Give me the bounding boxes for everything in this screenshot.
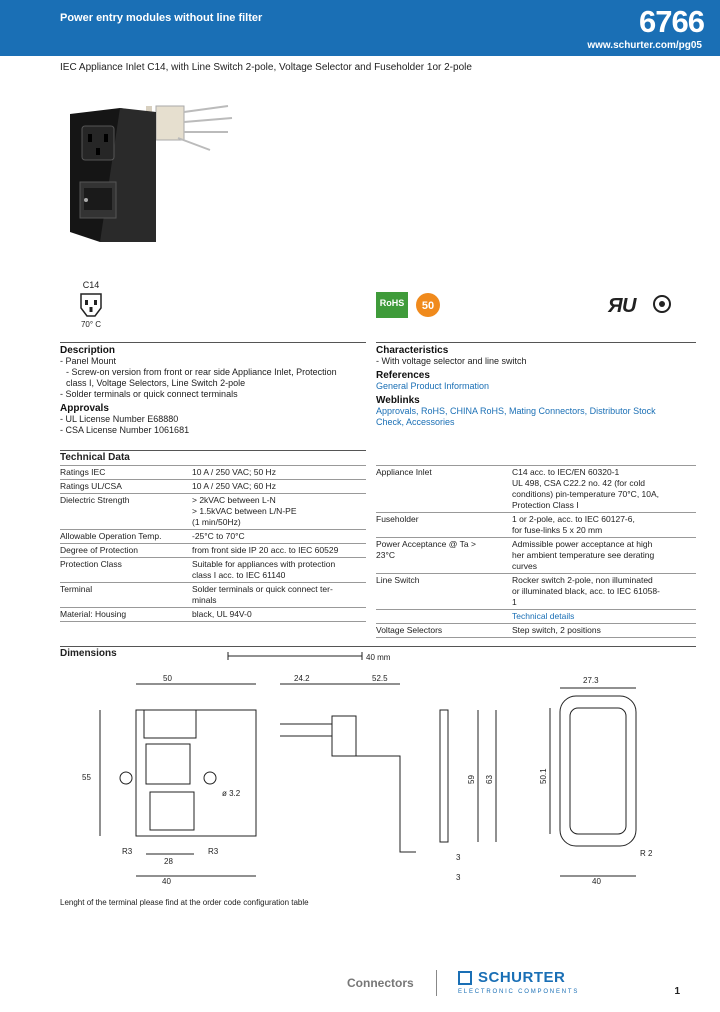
tech-row — [60, 558, 366, 583]
csa-icon — [654, 296, 670, 312]
tech-key: Protection Class — [60, 558, 192, 583]
schurter-logo-icon — [458, 971, 472, 985]
fifty-year-badge — [416, 293, 440, 317]
dim-r3a: R3 — [122, 847, 133, 856]
c14-symbol — [66, 280, 116, 329]
technical-data-table-right — [376, 465, 696, 638]
c14-connector-icon — [77, 292, 105, 318]
description-section — [60, 342, 366, 436]
tech-value: 10 A / 250 VAC; 50 Hz — [192, 466, 366, 480]
svg-text:U: U — [622, 295, 637, 317]
tech-row — [60, 530, 366, 544]
tech-key: Terminal — [60, 583, 192, 608]
dim-52-5: 52.5 — [372, 674, 388, 683]
dim-50-1: 50.1 — [539, 768, 548, 784]
svg-text:Я: Я — [608, 295, 623, 317]
dim-40b: 40 — [592, 877, 601, 886]
brand-name: SCHURTER — [478, 969, 566, 986]
product-subtitle: IEC Appliance Inlet C14, with Line Switch 2-pole, Voltage Selector and Fuseholder 1or 2-pole — [60, 62, 472, 73]
tech-key — [376, 610, 512, 624]
dim-55: 55 — [82, 773, 91, 782]
tech-key: Power Acceptance @ Ta > 23°C — [376, 538, 512, 574]
tech-value: Step switch, 2 positions — [512, 624, 696, 638]
characteristic-item: - With voltage selector and line switch — [376, 356, 527, 366]
general-product-info-link[interactable]: General Product Information — [376, 381, 490, 391]
dim-r2: R 2 — [640, 849, 653, 858]
tech-value: 10 A / 250 VAC; 60 Hz — [192, 480, 366, 494]
rohs-badge — [376, 292, 408, 318]
description-item: - Screw-on version from front or rear side Appliance Inlet, Protection — [66, 367, 337, 377]
tech-key: Allowable Operation Temp. — [60, 530, 192, 544]
product-category: Power entry modules without line filter — [60, 12, 263, 24]
tech-value: C14 acc. to IEC/EN 60320-1 UL 498, CSA C22.2 no. 42 (for cold conditions) pin-temperature 70°C, 10A, Protection Class I — [512, 466, 696, 513]
dim-50: 50 — [163, 674, 172, 683]
rohs-text: RoHS — [379, 298, 405, 308]
tech-row — [376, 538, 696, 574]
brand-tagline: ELECTRONIC COMPONENTS — [458, 989, 580, 995]
footer-section-label: Connectors — [347, 976, 414, 990]
description-title: Description — [60, 345, 116, 356]
tech-row — [60, 544, 366, 558]
tech-row — [376, 624, 696, 638]
tech-key: Appliance Inlet — [376, 466, 512, 513]
tech-key: Degree of Protection — [60, 544, 192, 558]
characteristics-title: Characteristics — [376, 345, 449, 356]
tech-value: 1 or 2-pole, acc. to IEC 60127-6, for fuse-links 5 x 20 mm — [512, 513, 696, 538]
description-item: class I, Voltage Selectors, Line Switch 2-pole — [66, 378, 246, 388]
tech-value: black, UL 94V-0 — [192, 608, 366, 622]
tech-row — [60, 494, 366, 530]
tech-value: Admissible power acceptance at high her ambient temperature see derating curves — [512, 538, 696, 574]
tech-row — [60, 583, 366, 608]
tech-row — [376, 466, 696, 513]
footer-divider — [436, 970, 437, 996]
tech-row — [60, 608, 366, 622]
weblinks-line-2[interactable]: Check, Accessories — [376, 417, 455, 427]
approval-item: - UL License Number E68880 — [60, 414, 179, 424]
dim-63: 63 — [485, 775, 494, 784]
tech-row — [60, 466, 366, 480]
weblinks-line-1[interactable]: Approvals, RoHS, CHINA RoHS, Mating Connectors, Distributor Stock — [376, 406, 656, 416]
tech-value: -25°C to 70°C — [192, 530, 366, 544]
dim-3b: 3 — [456, 873, 461, 882]
dimensions-divider — [60, 646, 696, 647]
dim-r3b: R3 — [208, 847, 219, 856]
tech-key: Fuseholder — [376, 513, 512, 538]
description-item: - Panel Mount — [60, 356, 117, 366]
tech-key: Ratings UL/CSA — [60, 480, 192, 494]
tech-row — [376, 610, 696, 624]
technical-data-table-left — [60, 465, 366, 622]
scale-label: 40 mm — [366, 653, 391, 662]
tech-key: Ratings IEC — [60, 466, 192, 480]
product-url-link[interactable]: www.schurter.com/pg05 — [587, 40, 702, 51]
description-item: - Solder terminals or quick connect terminals — [60, 389, 238, 399]
c14-label: C14 — [82, 280, 100, 290]
weblinks-title: Weblinks — [376, 395, 420, 406]
tech-value: Rocker switch 2-pole, non illuminated or illuminated black, acc. to IEC 61058- 1 — [512, 574, 696, 610]
schurter-logo — [458, 969, 588, 999]
dim-59: 59 — [467, 775, 476, 784]
dim-3a: 3 — [456, 853, 461, 862]
c14-temperature: 70° C — [80, 320, 102, 329]
tech-value: Solder terminals or quick connect ter- minals — [192, 583, 366, 608]
tech-value: from front side IP 20 acc. to IEC 60529 — [192, 544, 366, 558]
page-number: 1 — [674, 986, 680, 997]
part-number: 6766 — [639, 4, 704, 39]
side-view — [280, 684, 416, 852]
tech-row — [60, 480, 366, 494]
tech-key: Material: Housing — [60, 608, 192, 622]
approvals-title: Approvals — [60, 403, 109, 414]
tech-key: Line Switch — [376, 574, 512, 610]
technical-data-title: Technical Data — [60, 450, 366, 463]
characteristics-section — [376, 342, 696, 428]
dim-27-3: 27.3 — [583, 676, 599, 685]
references-title: References — [376, 370, 430, 381]
certification-logos — [376, 290, 696, 320]
technical-details-link[interactable]: Technical details — [512, 610, 696, 624]
fifty-text: 50 — [421, 300, 435, 312]
tech-value: Suitable for appliances with protection class I acc. to IEC 61140 — [192, 558, 366, 583]
dimensions-title: Dimensions — [60, 648, 117, 659]
dim-phi: ø 3.2 — [222, 789, 241, 798]
dimension-drawings — [60, 650, 700, 900]
dim-28: 28 — [164, 857, 173, 866]
product-photo — [60, 92, 250, 252]
dim-40a: 40 — [162, 877, 171, 886]
header-bar — [0, 0, 720, 56]
ul-recognized-icon — [607, 295, 637, 317]
tech-key: Voltage Selectors — [376, 624, 512, 638]
tech-row — [376, 513, 696, 538]
tech-value: > 2kVAC between L-N > 1.5kVAC between L/N-PE (1 min/50Hz) — [192, 494, 366, 530]
cutout-view — [550, 688, 636, 876]
tech-key: Dielectric Strength — [60, 494, 192, 530]
approval-item: - CSA License Number 1061681 — [60, 425, 190, 435]
tech-row — [376, 574, 696, 610]
dimensions-note: Lenght of the terminal please find at the order code configuration table — [60, 898, 309, 907]
dim-24-2: 24.2 — [294, 674, 310, 683]
